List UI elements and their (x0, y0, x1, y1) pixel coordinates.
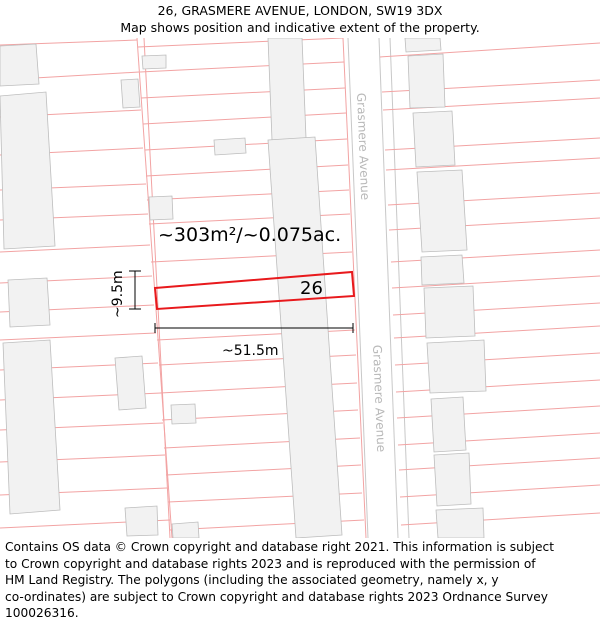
copyright-line-1: Contains OS data © Crown copyright and database right 2021. This information is subject (5, 540, 554, 554)
plot-number-label: 26 (300, 278, 323, 299)
copyright-line-2: to Crown copyright and database rights 2023 and is reproduced with the permission of (5, 556, 536, 571)
map-canvas (0, 38, 600, 538)
copyright-line-3: HM Land Registry. The polygons (including the associated geometry, namely x, y (5, 573, 499, 587)
width-label: ~51.5m (222, 343, 279, 359)
height-label: ~9.5m (110, 270, 126, 318)
map-header (0, 0, 600, 40)
page-title: 26, GRASMERE AVENUE, LONDON, SW19 3DX (157, 3, 443, 18)
page-subtitle: Map shows position and indicative extent of the property. (120, 20, 480, 35)
area-label: ~303m²/~0.075ac. (158, 224, 342, 246)
map-view[interactable] (0, 38, 600, 538)
copyright-line-5: 100026316. (5, 606, 79, 620)
street-label-lower: Grasmere Avenue (370, 344, 389, 453)
street-label-upper: Grasmere Avenue (354, 92, 373, 201)
copyright-notice (5, 539, 595, 622)
copyright-line-4: co-ordinates) are subject to Crown copyright and database rights 2023 Ordnance Survey (5, 589, 548, 604)
